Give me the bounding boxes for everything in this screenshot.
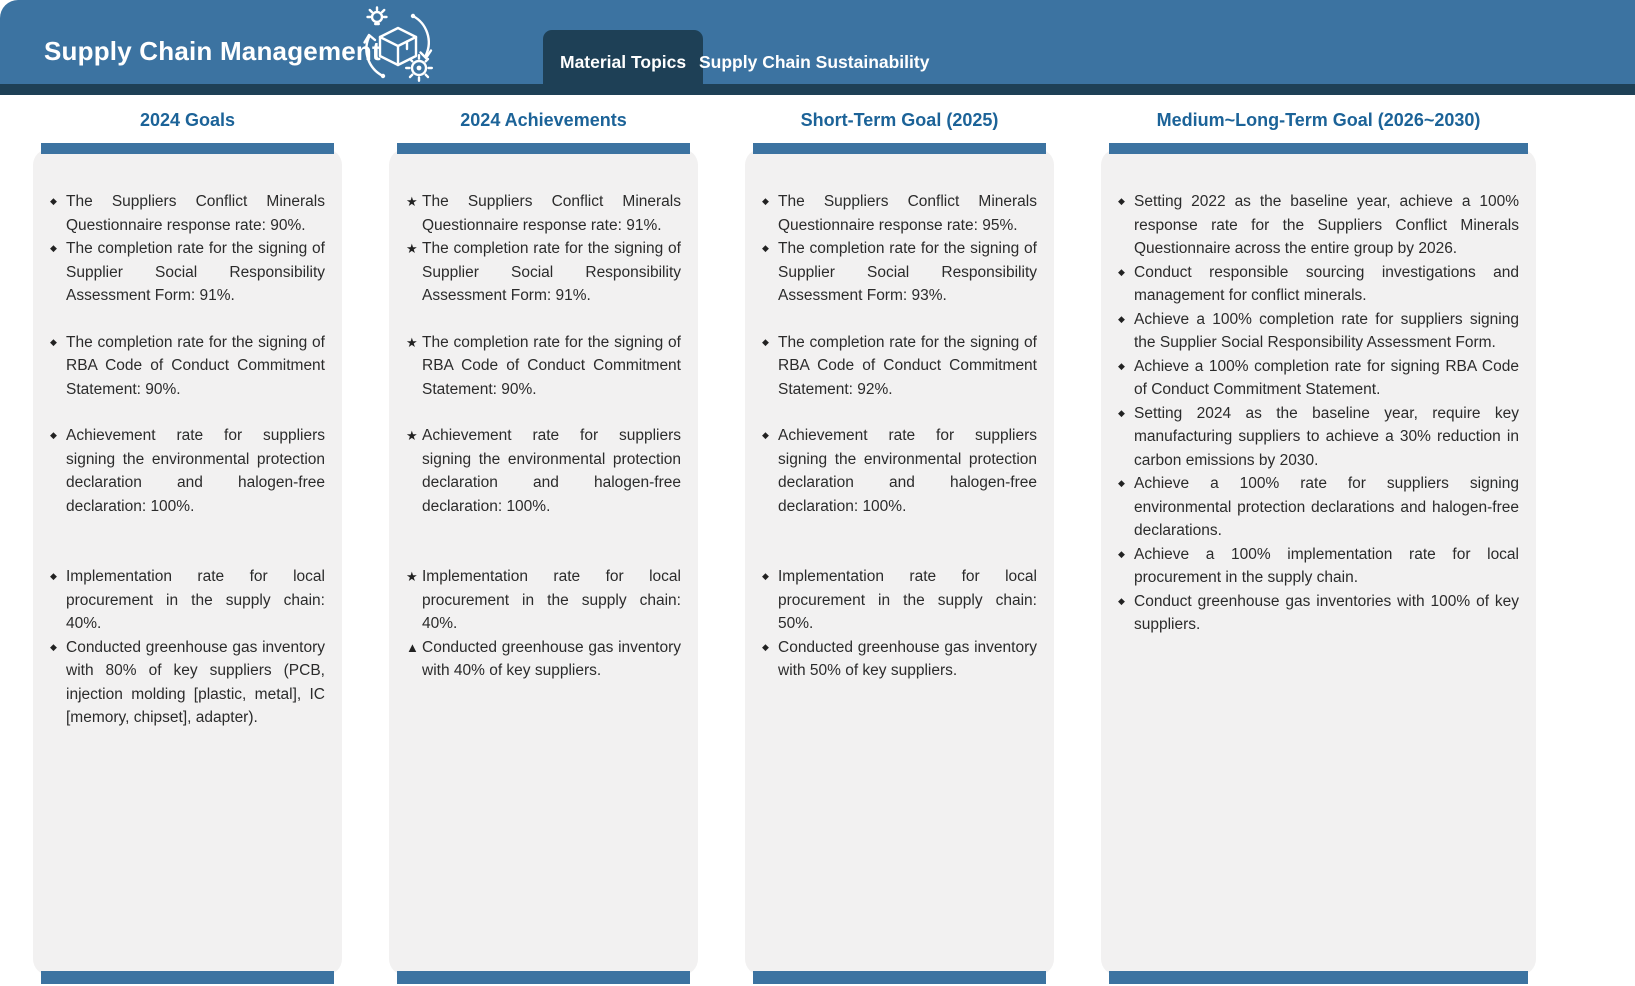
list-item — [50, 331, 325, 402]
list-item — [762, 190, 1037, 237]
card-top-bar — [753, 143, 1046, 154]
list-item-text: Achieve a 100% completion rate for signing RBA Code of Conduct Commitment Statement. — [1134, 357, 1519, 398]
list-item — [762, 237, 1037, 308]
column-title: Short-Term Goal (2025) — [800, 110, 999, 130]
diamond-bullet-icon: ◆ — [50, 336, 57, 347]
star-bullet-icon: ★ — [406, 428, 418, 443]
list-item-text: The completion rate for the signing of RBA Code of Conduct Commitment Statement: 92%. — [778, 333, 1037, 398]
list-item — [50, 565, 325, 636]
list-item-text: Setting 2024 as the baseline year, require key manufacturing suppliers to achieve a 30% reduction in carbon emissions by 2030. — [1134, 404, 1519, 469]
diamond-bullet-icon: ◆ — [762, 641, 769, 652]
list-item-text: The Suppliers Conflict Minerals Questionnaire response rate: 95%. — [778, 193, 1037, 234]
list-item-text: Conducted greenhouse gas inventory with 50% of key suppliers. — [778, 638, 1037, 679]
diamond-bullet-icon: ◆ — [762, 336, 769, 347]
list-item-text: The completion rate for the signing of Supplier Social Responsibility Assessment Form: 91%. — [66, 240, 325, 304]
card-bottom-bar — [41, 971, 334, 984]
list-item — [762, 331, 1037, 402]
diamond-bullet-icon: ◆ — [1118, 478, 1125, 488]
diamond-bullet-icon: ◆ — [762, 196, 769, 206]
list-item-text: Setting 2022 as the baseline year, achieve a 100% response rate for the Suppliers Conflict Minerals Questionnaire across the entire group by 2026. — [1134, 193, 1519, 257]
card-body — [33, 149, 342, 975]
list-item — [50, 190, 325, 237]
diamond-bullet-icon: ◆ — [50, 430, 57, 440]
diamond-bullet-icon: ◆ — [1118, 196, 1125, 206]
column-title: 2024 Goals — [139, 110, 236, 130]
diamond-bullet-icon: ◆ — [762, 243, 769, 253]
header-accent-strip — [0, 84, 1635, 95]
card-top-bar — [1109, 143, 1528, 154]
list-item-text: Achieve a 100% rate for suppliers signing environmental protection declarations and halogen-free declarations. — [1134, 475, 1519, 539]
page-title: Supply Chain Management — [44, 36, 381, 66]
list-item-text: The completion rate for the signing of RBA Code of Conduct Commitment Statement: 90%. — [422, 333, 681, 398]
list-item-text: Implementation rate for local procurement in the supply chain: 40%. — [66, 568, 325, 632]
column-2024-goals — [33, 107, 342, 984]
card-bottom-bar — [753, 971, 1046, 984]
list-item — [1118, 472, 1519, 543]
list-item — [1118, 261, 1519, 308]
triangle-bullet-icon: ▲ — [406, 639, 419, 655]
item-group — [406, 331, 681, 402]
list-item — [1118, 543, 1519, 590]
list-item — [1118, 308, 1519, 355]
list-item — [50, 237, 325, 308]
column-title: 2024 Achievements — [460, 110, 627, 130]
diamond-bullet-icon: ◆ — [762, 571, 769, 581]
list-item-text: Conducted greenhouse gas inventory with 80% of key suppliers (PCB, injection molding [plastic, metal], IC [memory, chipset], adapter). — [66, 638, 325, 726]
list-item — [406, 190, 681, 237]
item-group — [762, 424, 1037, 518]
item-group — [762, 331, 1037, 402]
diamond-bullet-icon: ◆ — [762, 430, 769, 440]
list-item — [1118, 590, 1519, 637]
list-item-text: The completion rate for the signing of Supplier Social Responsibility Assessment Form: 93%. — [778, 240, 1037, 304]
card-body — [1101, 149, 1536, 975]
diamond-bullet-icon: ◆ — [50, 243, 57, 253]
list-item-text: Achievement rate for suppliers signing the environmental protection declaration and halogen-free declaration: 100%. — [66, 427, 325, 515]
list-item-text: Achievement rate for suppliers signing the environmental protection declaration and halogen-free declaration: 100%. — [422, 427, 681, 515]
item-group — [50, 565, 325, 730]
star-bullet-icon: ★ — [406, 194, 418, 209]
list-item-text: Conducted greenhouse gas inventory with 40% of key suppliers. — [422, 638, 681, 679]
item-group — [50, 331, 325, 402]
tab-supply-chain-sustainability-label: Supply Chain Sustainability — [699, 52, 930, 72]
diamond-bullet-icon: ◆ — [1118, 548, 1125, 559]
list-item — [50, 424, 325, 518]
diamond-bullet-icon: ◆ — [1118, 313, 1125, 324]
list-item — [406, 331, 681, 402]
diamond-bullet-icon: ◆ — [50, 196, 57, 206]
card-body — [745, 149, 1054, 975]
list-item — [406, 636, 681, 683]
card-body — [389, 149, 698, 975]
diamond-bullet-icon: ◆ — [1118, 266, 1125, 277]
item-group — [406, 190, 681, 308]
card-top-bar — [41, 143, 334, 154]
list-item — [406, 424, 681, 518]
list-item-text: Achieve a 100% completion rate for suppliers signing the Supplier Social Responsibility Assessment Form. — [1134, 310, 1519, 351]
star-bullet-icon: ★ — [406, 569, 418, 584]
goal-card — [745, 143, 1054, 984]
list-item-text: The completion rate for the signing of Supplier Social Responsibility Assessment Form: 91%. — [422, 240, 681, 304]
item-group — [762, 565, 1037, 683]
diamond-bullet-icon: ◆ — [1118, 407, 1125, 418]
item-group — [50, 424, 325, 518]
diamond-bullet-icon: ◆ — [1118, 595, 1125, 606]
card-bottom-bar — [397, 971, 690, 984]
list-item-text: Achievement rate for suppliers signing the environmental protection declaration and halogen-free declaration: 100%. — [778, 427, 1037, 515]
star-bullet-icon: ★ — [406, 241, 418, 256]
list-item — [406, 237, 681, 308]
item-group — [406, 565, 681, 683]
item-group — [762, 190, 1037, 308]
list-item-text: Implementation rate for local procurement in the supply chain: 40%. — [422, 568, 681, 632]
diamond-bullet-icon: ◆ — [1118, 360, 1125, 371]
diamond-bullet-icon: ◆ — [50, 571, 57, 581]
list-item-text: The Suppliers Conflict Minerals Questionnaire response rate: 91%. — [422, 193, 681, 234]
item-group — [1118, 190, 1519, 637]
goal-card — [389, 143, 698, 984]
goal-card — [33, 143, 342, 984]
card-bottom-bar — [1109, 971, 1528, 984]
list-item — [762, 565, 1037, 636]
list-item-text: Achieve a 100% implementation rate for local procurement in the supply chain. — [1134, 545, 1519, 586]
header-bar — [0, 0, 1635, 95]
goal-card — [1101, 143, 1536, 984]
list-item-text: The Suppliers Conflict Minerals Questionnaire response rate: 90%. — [66, 193, 325, 234]
diamond-bullet-icon: ◆ — [50, 641, 57, 652]
list-item-text: Conduct greenhouse gas inventories with 100% of key suppliers. — [1134, 592, 1519, 633]
card-top-bar — [397, 143, 690, 154]
column-medium-long-term-goal — [1101, 107, 1536, 984]
tab-material-topics-label: Material Topics — [560, 52, 687, 72]
column-short-term-goal — [745, 107, 1054, 984]
list-item — [762, 424, 1037, 518]
list-item — [1118, 355, 1519, 402]
list-item — [762, 636, 1037, 683]
column-title: Medium~Long-Term Goal (2026~2030) — [1156, 110, 1481, 130]
list-item — [406, 565, 681, 636]
star-bullet-icon: ★ — [406, 334, 418, 350]
item-group — [50, 190, 325, 308]
supply-chain-cycle-icon — [356, 4, 440, 88]
list-item — [50, 636, 325, 730]
goal-columns — [33, 107, 1536, 984]
list-item — [1118, 402, 1519, 473]
column-2024-achievements — [389, 107, 698, 984]
item-group — [406, 424, 681, 518]
list-item-text: Implementation rate for local procurement in the supply chain: 50%. — [778, 568, 1037, 632]
list-item — [1118, 190, 1519, 261]
list-item-text: The completion rate for the signing of RBA Code of Conduct Commitment Statement: 90%. — [66, 333, 325, 398]
list-item-text: Conduct responsible sourcing investigations and management for conflict minerals. — [1134, 263, 1519, 304]
